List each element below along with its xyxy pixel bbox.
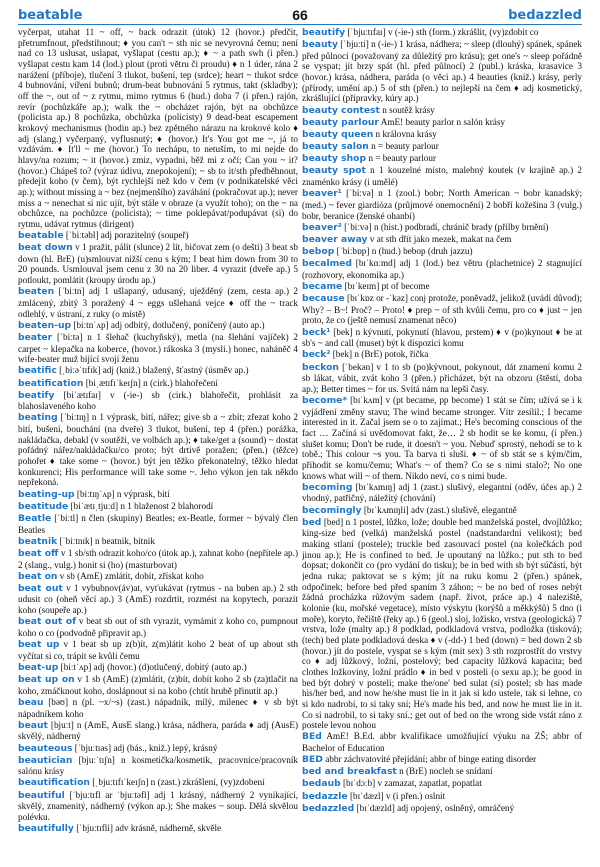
page-number: 66	[292, 7, 308, 23]
dictionary-entry	[302, 803, 582, 815]
dictionary-entry	[18, 583, 298, 616]
dictionary-entry	[302, 327, 582, 349]
entry-definition: [bɪˈkʌm] v (pt became, pp become) 1 stát se čím; užívá se i k vyjádření změny stavu; The wind became stronger. Vítr zesílil.; I became interested in it. Začal jsem se o to zajímat.; He's becoming conscious of the fact … Začíná si uvědomovat fakt, že… 2 sb hodit se ke komu, (i přen.) slušet komu; Don't be rude, it doesn't ~ you. Nebuď sprostý, nehodí se to k tobě.; This colour ~s you. Ta barva ti sluší. ♦ ~ of sb stát se s kým/čím, přihodit se komu/čemu; What's ~ of them? Co se s nimi stalo?; No one knows what will ~ of them. Nikdo neví, co s nimi bude.	[302, 395, 582, 481]
dictionary-entry	[302, 258, 582, 280]
headword: beaten-up	[18, 319, 72, 331]
dictionary-entry	[302, 129, 582, 141]
entry-definition: [bɪˈkɑːmd] adj 1 (lod.) bez větru (plachetnice) 2 stagnující (rozhovory, ekonomika ap.)	[302, 258, 582, 280]
dictionary-entry	[302, 234, 582, 246]
headword: BEd	[302, 731, 322, 743]
entry-definition: [ˌbiːəˈtɪfɪk] adj (kniž.) blažený, šťastný (úsměv ap.)	[59, 365, 249, 376]
headword: beauty parlour	[302, 116, 379, 128]
entry-definition: AmE! beauty parlor n salón krásy	[380, 116, 506, 127]
entry-definition: [ˈbjuːtɪfl ar ˈbjuːtəfl] adj 1 krásný, nádherný 2 vynikající, skvělý, znamenitý, nádherný (výkon ap.); She makes ~ soup. Dělá skvělou polévku.	[18, 789, 298, 822]
dictionary-entry	[18, 616, 298, 638]
entry-definition: v beat sb out of sth vyrazit, vymámit z koho co, pumpnout koho o co (podvodně připravit ap.)	[18, 616, 298, 638]
dictionary-entry	[302, 153, 582, 165]
headword: beauteous	[18, 742, 73, 754]
dictionary-entry	[18, 390, 298, 412]
headword: beat up on	[18, 674, 75, 686]
dictionary-entry	[18, 823, 298, 835]
entry-definition: n královna krásy	[375, 128, 437, 139]
entry-definition: [ˈbiːtl] n člen (skupiny) Beatles; ex-Beatle, former ~ bývalý člen Beatles	[18, 512, 298, 535]
dictionary-entry	[302, 105, 582, 117]
headword: beauty contest	[302, 104, 380, 116]
dictionary-entry	[18, 720, 298, 742]
headword: beaver²	[302, 221, 342, 233]
dictionary-entry	[302, 362, 582, 395]
headword: beaut	[18, 719, 48, 731]
headword: beauty queen	[302, 128, 374, 140]
dictionary-entry	[302, 482, 582, 504]
entry-definition: n (BrE) nocleh se snídaní	[399, 766, 493, 777]
headword: beautiful	[18, 789, 65, 801]
dictionary-entry	[18, 536, 298, 548]
entry-definition: [bjuːˈtɪʃn] n kosmetička/kosmetik, pracovnice/pracovník salónu krásy	[18, 754, 298, 777]
entry-definition: v 1 sb/sth odrazit koho/co (útok ap.), zahnat koho (nepřítele ap.) 2 (slang., vulg.) honit si (ho) (masturbovat)	[18, 547, 298, 570]
headword: beatify	[18, 389, 55, 401]
entry-definition: n soutěž krásy	[382, 104, 435, 115]
page-header	[0, 0, 600, 26]
entry-definition: [ˈbiːvə] n 1 (zool.) bobr; North American ~ bobr kanadský; (med.) ~ fever giardióza (průjmové onemocnění) 2 bobří kožešina 3 (vulg.) bobr, beranice (ženské ohanbí)	[302, 188, 582, 221]
dictionary-entry	[18, 548, 298, 570]
dictionary-entry	[18, 286, 298, 319]
dictionary-entry	[18, 320, 298, 332]
headword: beatitude	[18, 500, 69, 512]
entry-definition: [biˈætɪfaɪ] v (-ie-) sb (cirk.) blahořečit, prohlásit za blahoslaveného koho	[18, 389, 298, 412]
entry-definition: v 1 beat sb up z(b)ít, z(m)látit koho 2 beat of up about sth vyčítat si co, trápit se kvůli čemu	[18, 639, 298, 661]
entry-definition: [biˌætɪfɪˈkeɪʃn] n (cirk.) blahořečení	[85, 377, 218, 388]
entry-definition: [bɪˈdɔːb] v zamazat, zapatlat, popatlat	[343, 778, 482, 789]
dictionary-entry	[302, 395, 582, 481]
dictionary-entry	[302, 117, 582, 129]
dictionary-entry	[18, 242, 298, 286]
dictionary-entry	[18, 230, 298, 242]
entry-definition: v at sth dřít jako mezek, makat na čem	[369, 233, 512, 244]
dictionary-entry	[18, 513, 298, 535]
headword: Beatle	[18, 512, 52, 524]
headword: beck²	[302, 349, 331, 361]
entry-definition: [biːtnˈʌp] adj odbitý, dotlučený, poničený (auto ap.)	[73, 319, 265, 330]
entry-definition: abbr záchvatovité přejídání; abbr of binge eating disorder	[325, 754, 537, 765]
entry-definition: [ˈbjuːtɪfaɪ] v (-ie-) sth (form.) zkrášlit, (vy)zdobit co	[347, 27, 539, 37]
entry-definition: [ˈbekən] v 1 to sb (po)kývnout, pokynout, dát znamení komu 2 sb lákat, vábit, zvát koho 3 (přen.) přicházet, být na obzoru (štěstí, doba ap.); Better times ~ for us. Svítá nám na lepší časy.	[302, 361, 582, 394]
entry-definition: v 1 vybubnov(áv)at, vyťukávat (rytmus - na buben ap.) 2 sth udusit co (oheň věcí ap.) 3 (AmE) rozdrtit, rozmést na kopytech, porazit koho (soupeře ap.)	[18, 582, 298, 616]
headword: bed	[302, 516, 322, 528]
headword: beauty salon	[302, 141, 369, 153]
entry-definition: [bɪˈkɒz or -ˈkəz] conj protože, poněvadž, jelikož (uvádí důvod); Why? – B~! Proč? – Proto! ♦ prep ~ of sth kvůli čemu, pro co ♦ just ~ jen proto, že co (ještě nemusí znamenat něco)	[302, 293, 582, 326]
dictionary-entry	[18, 412, 298, 488]
dictionary-entry	[18, 378, 298, 390]
headword: BED	[302, 754, 323, 766]
entry-definition: [bəʊ] n (pl. ~x/~s) (zast.) nápadník, milý, milenec ♦ v sb být nápadníkem koho	[18, 696, 298, 719]
entry-definition: [bɪˈdæzl] v (i přen.) oslnit	[349, 790, 446, 801]
entry-definition: [ˈbiːbɒp] n (hud.) bebop (druh jazzu)	[336, 245, 473, 256]
headword: becoming	[302, 481, 353, 493]
dictionary-entry	[18, 489, 298, 501]
entry-definition: [ˈbjuːtɪfli] adv krásně, nádherně, skvěle	[76, 823, 222, 834]
entry-definition: [bɪˈkʌmɪŋ] adj 1 (zast.) slušivý, elegantní (oděv, účes ap.) 2 vhodný, patřičný, náležitý (chování)	[302, 481, 582, 504]
dictionary-entry	[18, 332, 298, 365]
dictionary-entry	[302, 778, 582, 790]
dictionary-entry	[302, 766, 582, 778]
headword: beck¹	[302, 326, 331, 338]
dictionary-entry	[302, 222, 582, 234]
running-headword-right: bedazzled	[508, 8, 582, 23]
headword: became	[302, 280, 343, 292]
headword: beauty shop	[302, 153, 367, 165]
headword: beautician	[18, 754, 73, 766]
dictionary-entry	[302, 505, 582, 517]
headword: bed and breakfast	[302, 766, 397, 778]
entry-definition: v 1 sb (AmE) (z)mlátit, (z)bít, dobít koho 2 sb (za)tlačit na koho, zmáčknout koho, doslápnout si na koho (chtít hrubě přinutit ap.)	[18, 674, 298, 696]
dictionary-entry	[18, 674, 298, 696]
dictionary-entry	[18, 501, 298, 513]
dictionary-entry	[18, 662, 298, 674]
dictionary-entry	[18, 755, 298, 777]
dictionary-entry	[302, 165, 582, 187]
headword: beating-up	[18, 488, 75, 500]
headword: beat down	[18, 242, 73, 254]
left-column	[18, 27, 298, 863]
dictionary-entry	[18, 365, 298, 377]
headword: beat on	[18, 570, 58, 582]
headword: become*	[302, 395, 348, 406]
entry-definition: [ˈbiːtɪŋ] n 1 výprask, bití, nářez; give sb a ~ zbít; zřezat koho 2 bití, bušení, bouchání (na dveře) 3 tlukot, bušení, tep 4 (přen.) porážka, nakládačka, debakl (v soutěži, ve volbách ap.); ♦ take/get a (sound) ~ dostat pořádný nářez/nakládačku/co proto; být drtivě poražen; (přen.) (těžce) pohořet ♦ take some ~ (hovor.) být jen těžko překonatelný, těžko hledat konkurenci; His performance will take some ~. Jeho výkon jen tak někdo nepřekoná.	[18, 412, 298, 488]
headword: beating	[18, 412, 58, 424]
entry-definition: [biːtɪŋˈʌp] n výprask, bití	[76, 488, 170, 499]
header-rule	[18, 24, 582, 25]
entry-definition: [ˈbiːtn] adj 1 ušlapaný, udusaný, uježděný (zem, cesta ap.) 2 zmlácený, zbitý 3 poražený 4 ~ eggs ušlehaná vejce ♦ off the ~ track odlehlý, v ústraní, z ruky (o místě)	[18, 286, 298, 319]
headword: beatnik	[18, 535, 58, 547]
dictionary-entry	[18, 697, 298, 719]
headword: beater	[18, 331, 53, 343]
dictionary-entry	[302, 754, 582, 766]
headword: beatific	[18, 365, 57, 377]
headword: because	[302, 293, 345, 305]
headword: beatable	[18, 229, 64, 241]
headword: beau	[18, 696, 44, 708]
dictionary-entry	[302, 141, 582, 153]
entry-definition: [bɪˈdæzld] adj opojený, oslněný, omráčený	[356, 802, 515, 813]
dictionary-entry	[302, 27, 582, 39]
headword: beaten	[18, 286, 55, 298]
headword: beatification	[18, 377, 84, 389]
entry-definition: [ˈbjuːtɪəs] adj (bás., kniž.) lepý, krásný	[74, 742, 218, 753]
headword: beat off	[18, 547, 59, 559]
dictionary-entry	[18, 27, 298, 229]
headword: beautifully	[18, 823, 74, 835]
headword: bebop	[302, 245, 335, 257]
entry-definition: n = beauty parlour	[371, 141, 439, 152]
entry-definition: [bek] n (BrE) potok, říčka	[332, 349, 429, 360]
dictionary-entry	[302, 791, 582, 803]
entry-definition: [ˈbiːtnɪk] n beatnik, bítnik	[59, 535, 155, 546]
headword: beat up	[18, 639, 60, 651]
headword: beauty spot	[302, 165, 366, 177]
entry-definition: vyčerpat, utahat 11 ~ off, ~ back odrazit (útok) 12 (hovor.) předčit, přetrumfnout, předstihnout; ♦ you can't ~ sth nic se nevyrovná čemu; není nad co 13 uslusat, uslapat, vyšlapat (cestu ap.); ♦ ~ a path swh (i přen.) vyšlapat cestu kam 14 (lod.) plout (proti větru či proudu) ♦ n 1 úder, rána 2 narážení (příboje), tlučení 3 tlukot, bušení, tep (srdce); heart ~ tlukot srdce 4 bubnování, víření bubnů; drum-beat bubnování 5 rytmus, takt (skladby); off the ~, out of ~ z rytmu, mimo rytmus 6 (hud.) doba 7 (i přen.) rajón, revír (pochůzkáře ap.); walk the ~ obcházet rajón, být na obchůzce (policista ap.) 8 pochůzka, obchůzka (policisty) 9 dead-beat escapement krokový mechanismus (hodin ap.) bez zpětného nárazu na krokové kolo ♦ adj (slang.) vyčerpaný, vyflusnutý; ♦ (hovor.) It's You got me ~, já to vzdávám. ♦ It'll ~ me (hovor.) To nechápu, to netuším, to mi nejde do hlavy/na rozum; ~ it (hovor.) zmiz, vypadni, běž mi z očí; Can you ~ it? (hovor.) Chápeš to? (výraz údivu, znepokojení); ~ sb to it/sth předběhnout, předejít koho (v čem), být rychlejší než kdo v čem (v podnikatelské věci ap.); without missing a ~ bez (nejmenšího) zaváhání (pokračovat ap.); never miss a ~ nenechat si nic ujít, být stále v obraze (a využít toho); on the ~ na obchůzce, na pochůzce (policista); ~ time poklepávat/podupávat (si) do rytmu, udávat rytmus (dirigent)	[18, 27, 298, 229]
entry-definition: [bɪˈkeɪm] pt of become	[344, 280, 430, 291]
headword: beaver away	[302, 233, 368, 245]
entry-definition: [ˌbjuːtɪfɪˈkeɪʃn] n (zast.) zkrášlení, (vy)zdobení	[92, 777, 265, 788]
dictionary-entry	[18, 790, 298, 823]
dictionary-entry	[302, 349, 582, 361]
dictionary-entry	[302, 188, 582, 221]
dictionary-entry	[18, 571, 298, 583]
entry-definition: [bek] n kývnutí, pokynutí (hlavou, prstem) ♦ v (po)kynout ♦ be at sb's ~ and call (muset) být k dispozici komu	[302, 326, 582, 349]
headword: beckon	[302, 361, 339, 373]
running-headword-left: beatable	[18, 8, 83, 23]
entry-definition: AmE! B.Ed. abbr kvalifikace umožňující výuku na ZŠ; abbr of Bachelor of Education	[302, 731, 582, 753]
dictionary-entry	[302, 39, 582, 104]
dictionary-entry	[18, 743, 298, 755]
headword: beat out	[18, 582, 63, 594]
entry-definition: [ˈbiːvə] n (hist.) podbradí, chránič brady (přilby brnění)	[344, 221, 549, 232]
headword: beautification	[18, 777, 90, 789]
entry-definition: [bjuːt] n (AmE, AusE slang.) krása, nádhera, paráda ♦ adj (AusE) skvělý, nádherný	[18, 719, 298, 742]
entry-definition: n = beauty parlour	[368, 153, 437, 164]
headword: bedazzle	[302, 790, 348, 802]
headword: beautify	[302, 27, 346, 38]
headword: becomingly	[302, 504, 362, 516]
headword: beaver¹	[302, 188, 342, 200]
dictionary-entry	[302, 246, 582, 258]
dictionary-entry	[302, 517, 582, 731]
entry-definition: [ˈbiːtəbl] adj porazitelný (soupeř)	[65, 229, 189, 240]
headword: beauty	[302, 39, 338, 51]
entry-definition: [bed] n 1 postel, lůžko, lože; double bed manželská postel, dvojlůžko; king-size bed (velká) manželská postel (nadstandardní velikost); bed making stlaní (postele); truckle bed zasouvací postel (na kolečkách pod jinou ap.); He is confined to bed. Je upoutaný na lůžko.; put sth to bed dopsat; dokončit co (pro vydání do tisku); be in bed with sb být súčástí, být jedna ruka; paktovat se s kým; jít na ruku komu 2 (přen.) spánek, odpočinek; before bed před spaním 3 záhon; ~ be no bed of roses nebýt žádná procházka růžovým sadem (např. život, práce ap.) 4 naleziště, kolonie (ku, mořské vegetace), místo výskytu (korýšů a měkkýšů) 5 dno (i moře), koryto, řečiště (řeky ap.) 6 (geol.) sloj, ložisko, vrstva (geologická) 7 vrstva, lože (malty ap.) 8 podklad, podkladová vrstva, podložka (tisková); (tech) bed plate podkladová deska ♦ v (-dd-) 1 bed (down) = bed down 2 sb (hovor.) jít do postele, vyspat se s kým (mit sex) 3 sth rozprostřít do vrstvy co ♦ adj lůžkový, ložní, postelový; bed capacity lůžková kapacita; bed clothes ložkoviny, ložní prádlo ♦ in bed v posteli (o sexu ap.); be good in bed být dobrý v posteli; make the/one' bed sulat (si) postel; sb has made his/her bed, and now he/she must lie in it jak si kdo ustele, tak si lehne, co si kdo nadrobí, to si taky sní; He's made his bed, and now he must lie in it. Co si nadrobil, to si taky sní.; get out of bed on the wrong side vstát ráno z postele levou nohou	[302, 516, 582, 731]
dictionary-entry	[18, 777, 298, 789]
entry-definition: n 1 kouzelné místo, malebný koutek (v krajině ap.) 2 znaménko krásy (i umělé)	[302, 165, 582, 188]
headword: becalmed	[302, 258, 352, 270]
entry-definition: [ˈbjuːti] n (-ie-) 1 krása, nádhera; ~ sleep (dlouhý) spánek, spánek před půlnocí (považovaný za důležitý pro krásu); get one's ~ sleep pořádně se vyspat; jít brzy spát (hl. před půlnocí) 2 (publ.) kráska, krasavice 3 (hovor.) krása, nádhera, paráda (o věci ap.) 4 beauties (kniž.) krásy, perly (přírody, umění ap.) 5 of sth (přen.) to nejlepší na čem ♦ adj kosmetický, zkrášlující (přípravky, kúry ap.)	[302, 39, 582, 104]
entry-definition: [ˈbiːtə] n 1 šlehač (kuchyňský), metla (na šlehání vajíček) 2 carpet ~ klepačka na koberce, (hovor.) rákoska 3 (myslí.) honec, naháněč 4 wife-beater muž bijící svojí ženu	[18, 331, 298, 365]
right-column	[302, 27, 582, 863]
dictionary-entry	[302, 731, 582, 753]
headword: bedazzled	[302, 802, 355, 814]
entry-definition: v sb (AmE) zmlátit, dobít, zřískat koho	[59, 570, 204, 581]
headword: bedaub	[302, 778, 341, 790]
entry-definition: v 1 pražit, pálit (slunce) 2 lít, bičovat zem (o dešti) 3 beat sb down (hl. BrE) (u)smlouvat nižší cenu s kým; I beat him down from 30 to 20 pounds. Usmlouval jsem cenu z 30 na 20 liber. 4 vyrazit (dveře ap.) 5 potloukt, pomlátit (kroupy úrodu ap.)	[18, 242, 298, 286]
dictionary-entry	[302, 293, 582, 326]
dictionary-entry	[18, 639, 298, 661]
headword: beat-up	[18, 661, 59, 673]
entry-definition: [biˈætɪˌtjuːd] n 1 blaženost 2 blahorodí	[70, 500, 214, 511]
entry-definition: [biːtˈʌp] adj (hovor.) (d)otlučený, dobitý (auto ap.)	[60, 661, 247, 672]
entry-definition: [bɪˈkʌmɪŋli] adv (zast.) slušivě, elegantně	[363, 504, 517, 515]
dictionary-entry	[302, 281, 582, 293]
headword: beat out of	[18, 616, 77, 628]
